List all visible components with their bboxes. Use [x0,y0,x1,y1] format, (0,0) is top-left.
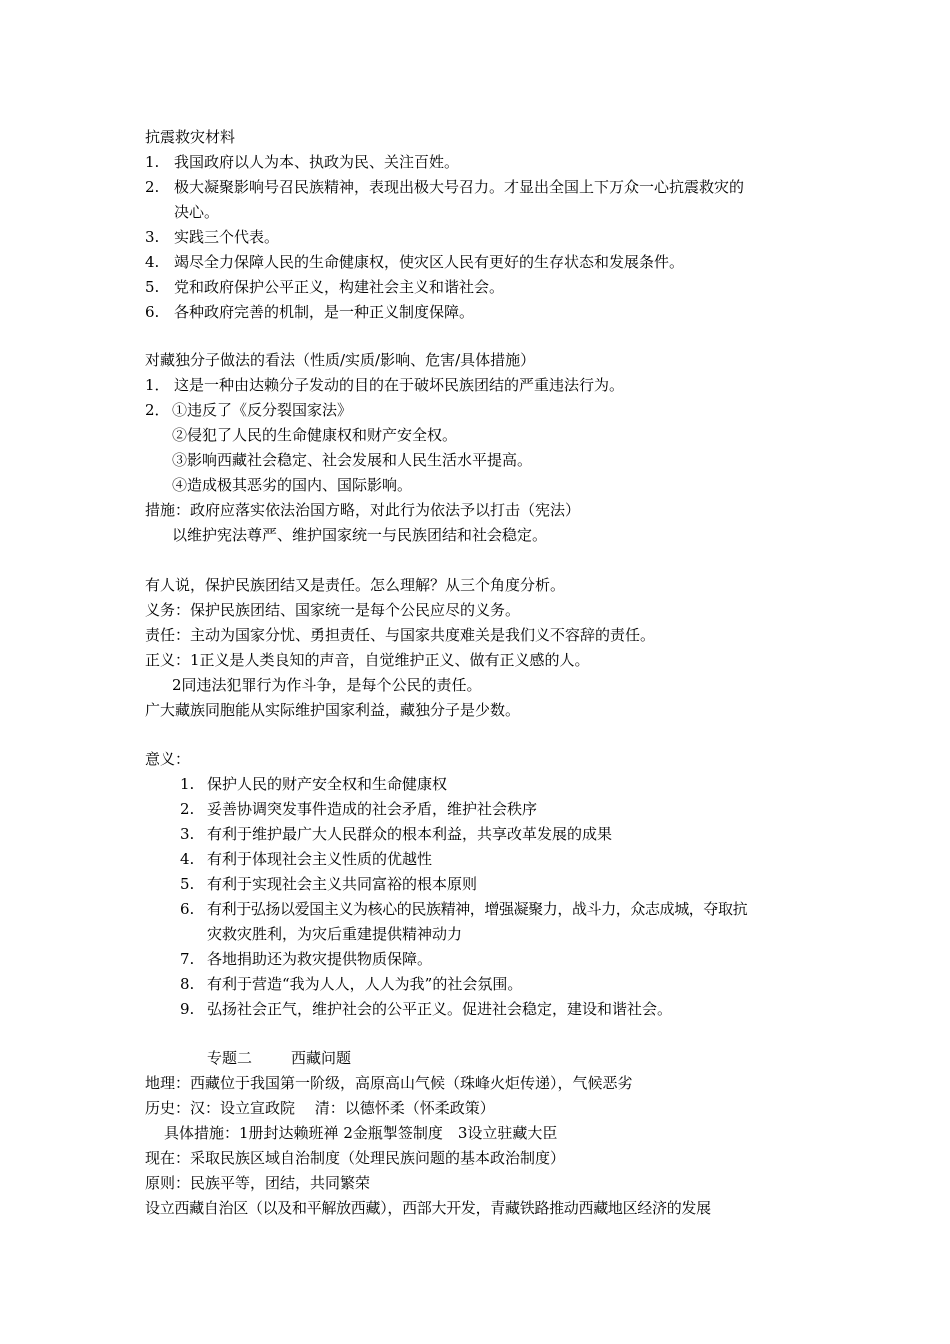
justice-text: 正义：1正义是人类良知的声音，自觉维护正义、做有正义感的人。 [145,651,590,669]
section-title-earthquake: 抗震救灾材料 [145,128,236,146]
section-title-significance: 意义： [145,750,191,768]
list-item: 各地捐助还为救灾提供物质保障。 [207,950,433,968]
principle-text: 原则：民族平等，团结，共同繁荣 [145,1174,371,1192]
list-item: 这是一种由达赖分子发动的目的在于破坏民族团结的严重违法行为。 [174,376,625,394]
list-number: 1. [145,153,160,171]
list-item: 保护人民的财产安全权和生命健康权 [207,775,448,793]
section-title-national-unity: 有人说，保护民族团结又是责任。怎么理解？从三个角度分析。 [145,576,566,594]
list-item: 实践三个代表。 [174,228,280,246]
justice-continuation: 2同违法犯罪行为作斗争，是每个公民的责任。 [172,676,482,694]
list-number: 5. [180,875,195,893]
sub-item: ①违反了《反分裂国家法》 [172,401,353,419]
sub-item: ②侵犯了人民的生命健康权和财产安全权。 [172,426,458,444]
list-item: 我国政府以人为本、执政为民、关注百姓。 [174,153,460,171]
list-item: 有利于维护最广大人民群众的根本利益，共享改革发展的成果 [207,825,613,843]
section-title-tibet-separatists: 对藏独分子做法的看法（性质/实质/影响、危害/具体措施） [145,351,536,369]
list-number: 6. [180,900,195,918]
list-number: 1. [180,775,195,793]
list-item: 有利于体现社会主义性质的优越性 [207,850,433,868]
measures-text: 措施：政府应落实依法治国方略，对此行为依法予以打击（宪法） [145,501,581,519]
responsibility-text: 责任：主动为国家分忧、勇担责任、与国家共度难关是我们义不容辞的责任。 [145,626,656,644]
establishment-text: 设立西藏自治区（以及和平解放西藏），西部大开发，青藏铁路推动西藏地区经济的发展 [145,1199,711,1217]
list-number: 6. [145,303,160,321]
list-number: 1． [145,376,170,394]
list-number: 4. [180,850,195,868]
sub-item: ④造成极其恶劣的国内、国际影响。 [172,476,413,494]
list-item: 有利于实现社会主义共同富裕的根本原则 [207,875,478,893]
list-number: 3. [145,228,160,246]
list-number: 7. [180,950,195,968]
duty-text: 义务：保护民族团结、国家统一是每个公民应尽的义务。 [145,601,521,619]
list-item: 极大凝聚影响号召民族精神，表现出极大号召力。才显出全国上下万众一心抗震救灾的 [174,178,745,196]
list-number: 4. [145,253,160,271]
list-item-continuation: 灾救灾胜利，为灾后重建提供精神动力 [207,925,463,943]
list-number: 2. [145,178,160,196]
list-number: 5. [145,278,160,296]
geography-text: 地理：西藏位于我国第一阶级，高原高山气候（珠峰火炬传递），气候恶劣 [145,1074,633,1092]
list-item: 各种政府完善的机制，是一种正义制度保障。 [174,303,475,321]
tibetans-text: 广大藏族同胞能从实际维护国家利益，藏独分子是少数。 [145,701,521,719]
history-measures-text: 具体措施：1册封达赖班禅 2金瓶掣签制度 3设立驻藏大臣 [164,1124,558,1142]
list-number: 8. [180,975,195,993]
list-item-continuation: 决心。 [174,203,220,221]
list-item: 妥善协调突发事件造成的社会矛盾，维护社会秩序 [207,800,538,818]
list-item: 有利于弘扬以爱国主义为核心的民族精神，增强凝聚力，战斗力，众志成城，夺取抗 [207,900,748,918]
measures-continuation: 以维护宪法尊严、维护国家统一与民族团结和社会稳定。 [172,526,548,544]
list-item: 党和政府保护公平正义，构建社会主义和谐社会。 [174,278,505,296]
current-policy-text: 现在：采取民族区域自治制度（处理民族问题的基本政治制度） [145,1149,566,1167]
list-number: 2. [180,800,195,818]
sub-item: ③影响西藏社会稳定、社会发展和人民生活水平提高。 [172,451,533,469]
list-number: 2． [145,401,170,419]
list-item: 有利于营造“我为人人，人人为我”的社会氛围。 [207,975,523,993]
list-number: 3. [180,825,195,843]
topic-label: 专题二 [207,1049,253,1067]
list-item: 弘扬社会正气，维护社会的公平正义。促进社会稳定，建设和谐社会。 [207,1000,673,1018]
list-number: 9. [180,1000,195,1018]
history-text: 历史：汉：设立宣政院 清：以德怀柔（怀柔政策） [145,1099,495,1117]
topic-name: 西藏问题 [291,1049,352,1067]
list-item: 竭尽全力保障人民的生命健康权，使灾区人民有更好的生存状态和发展条件。 [174,253,685,271]
